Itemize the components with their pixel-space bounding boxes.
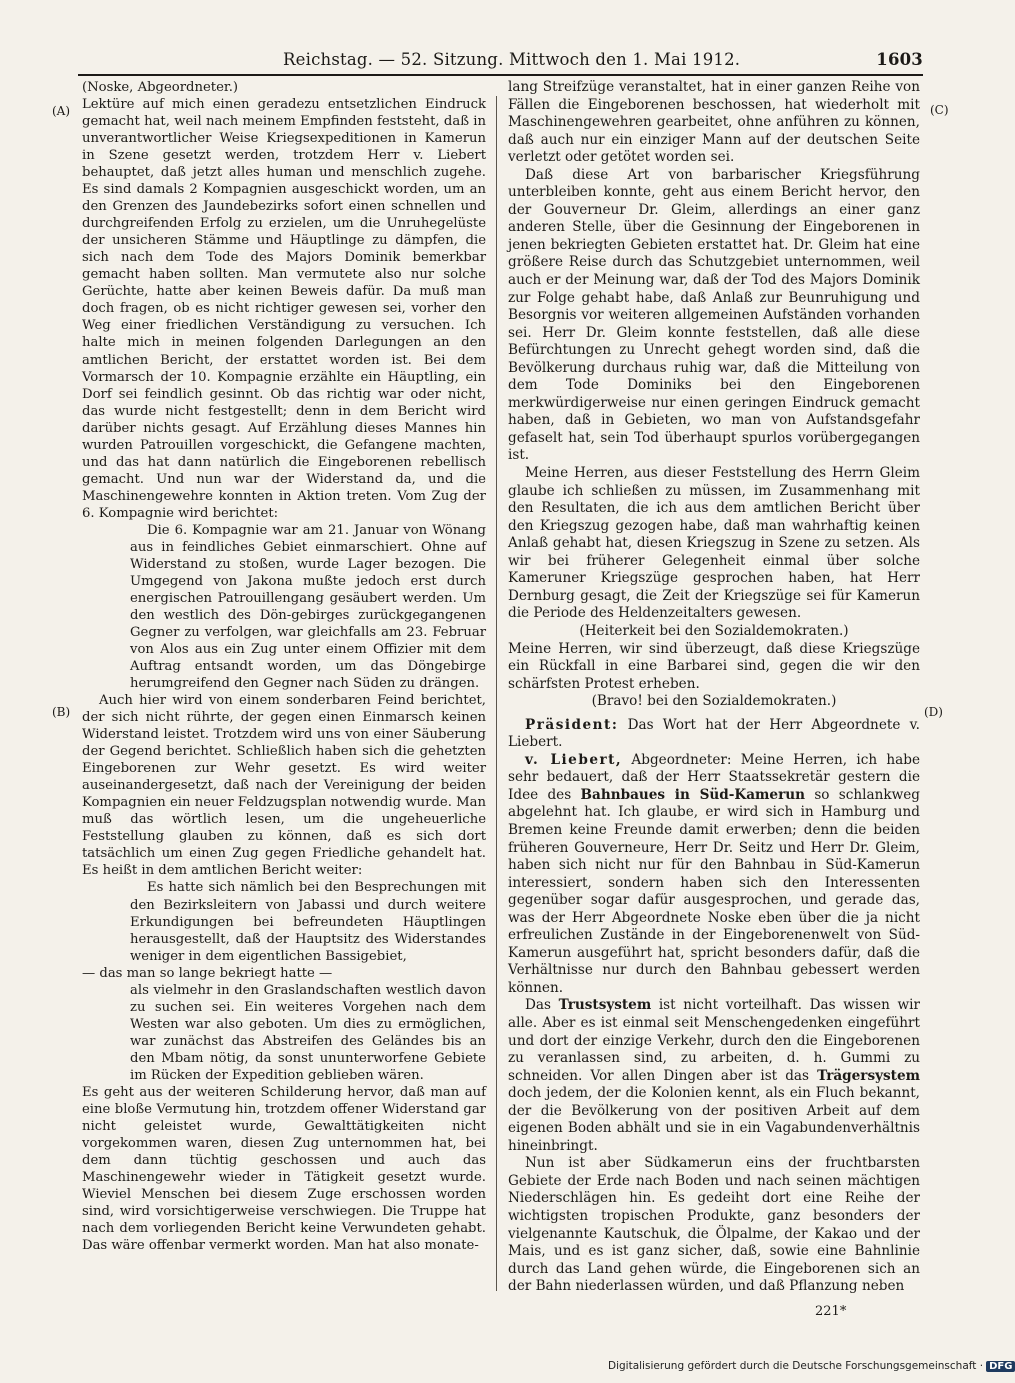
- column-divider: [496, 96, 497, 1291]
- page-header: [78, 50, 923, 76]
- paragraph: Lektüre auf mich einen geradezu entsetzlichen Eindruck gemacht hat, weil nach meinem Empfinden feststeht, daß in unverantwortlicher Weise Kriegsexpeditionen in Kamerun in Szene gesetzt werden, trotzdem Herr v. Liebert behauptet, daß jetzt alles human und menschlich zugehe. Es sind damals 2 Kompagnien ausgeschickt worden, um an den Grenzen des Jaundebezirks sofort einen schnellen und durchgreifenden Erfolg zu erzielen, um die Unruhegelüste der unsicheren Stämme und Häuptlinge zu dämpfen, die sich nach dem Tode des Majors Dominik bemerkbar gemacht haben sollten. Man vermutete also nur solche Gerüchte, hatte aber keinen Beweis dafür. Da muß man doch fragen, ob es nicht richtiger gewesen sei, vorher den Weg einer friedlichen Verständigung zu versuchen. Ich halte mich in meinen folgenden Darlegungen an den amtlichen Bericht, der erstattet worden ist. Bei dem Vormarsch der 10. Kompagnie erzählte ein Häuptling, ein Dorf sei feindlich gesinnt. Ob das richtig war oder nicht, das wurde nicht festgestellt; denn in dem Bericht wird darüber nichts gesagt. Auf Erzählung dieses Mannes hin wurden Patrouillen vorgeschickt, die Gefangene machten, und das hat dann natürlich die Eingeborenen rebellisch gemacht. Und nun war der Widerstand da, und die Maschinengewehre konnten in Aktion treten. Vom Zug der 6. Kompagnie wird berichtet:: [82, 97, 486, 521]
- president-paragraph: Präsident: Das Wort hat der Herr Abgeordnete v. Liebert.: [508, 716, 920, 751]
- margin-mark-d: (D): [924, 705, 943, 719]
- dfg-logo: DFG: [986, 1361, 1015, 1372]
- left-column: [82, 79, 486, 1254]
- paragraph: lang Streifzüge veranstaltet, hat in einer ganzen Reihe von Fällen die Eingeborenen beschossen, hat wiederholt mit Maschinengewehren gearbeitet, ohne anführen zu können, daß auch nur ein einziger Mann auf der deutschen Seite verletzt oder getötet worden sei.: [508, 79, 920, 166]
- interjection: (Heiterkeit bei den Sozialdemokraten.): [579, 622, 849, 639]
- emphasis: Trustsystem: [558, 997, 652, 1014]
- paragraph: Meine Herren, aus dieser Feststellung des Herrn Gleim glaube ich schließen zu müssen, im Zusammenhang mit den Resultaten, die ich aus dem amtlichen Bericht über den Kriegszug gezogen habe, daß man wahrhaftig keinen Anlaß gehabt hat, diesen Kriegszug in Szene zu setzen. Als wir bei früherer Gelegenheit einmal über solche Kameruner Kriegszüge gesprochen haben, hat Herr Dernburg gesagt, die Zeit der Kriegszüge sei für Kamerun die Periode des Heldenzeitalters gewesen.: [508, 465, 920, 622]
- right-column: [508, 79, 920, 1296]
- speaker-label: v. Liebert,: [525, 751, 623, 768]
- emphasis: Trägersystem: [817, 1067, 920, 1084]
- margin-mark-c: (C): [930, 103, 949, 117]
- paragraph: Auch hier wird von einem sonderbaren Feind berichtet, der sich nicht rührte, der gegen einen Einmarsch keinen Widerstand leistet. Trotzdem wird uns von einer Säuberung der Gegend berichtet. Schließlich haben sich die gehetzten Eingeborenen zur Wehr gesetzt. Es wird weiter auseinandergesetzt, daß nach der Vereinigung der beiden Kompagnien ein neuer Feldzugsplan notwendig wurde. Man muß das wörtlich lesen, um die ungeheuerliche Feststellung glauben zu können, daß es sich dort tatsächlich um einen Zug gegen Friedliche gehandelt hat. Es heißt in dem amtlichen Bericht weiter:: [82, 693, 486, 879]
- running-title: Reichstag. — 52. Sitzung. Mittwoch den 1. Mai 1912.: [283, 50, 741, 69]
- dfg-credit: Digitalisierung gefördert durch die Deutsche Forschungsgemeinschaft · DFG: [608, 1360, 1015, 1372]
- block-quote: Es hatte sich nämlich bei den Besprechungen mit den Bezirksleitern von Jabassi und durch weitere Erkundigungen bei befreundeten Häuptlingen herausgestellt, daß der Hauptsitz des Widerstandes weniger in dem eigentlichen Bassigebiet,: [130, 880, 486, 964]
- paragraph: Daß diese Art von barbarischer Kriegsführung unterbleiben konnte, geht aus einem Bericht hervor, den der Gouverneur Dr. Gleim, allerdings an einer ganz anderen Stelle, über die Gesinnung der Eingeborenen in jenen bekriegten Gebieten erstattet hat. Dr. Gleim hat eine größere Reise durch das Schutzgebiet unternommen, weil auch er der Meinung war, daß der Tod des Majors Dominik zur Folge gehabt habe, daß Anlaß zur Beunruhigung und Besorgnis vor weiteren allgemeinen Aufständen vorhanden sei. Herr Dr. Gleim konnte feststellen, daß alle diese Befürchtungen zu Unrecht gehegt worden sind, daß die Bevölkerung durchaus ruhig war, daß die Mitteilung von dem Tode Dominiks bei den Eingeborenen merkwürdigerweise nur einen geringen Eindruck gemacht haben, daß in Gebieten, wo man von Aufstandsgefahr gefaselt hat, sein Tod überhaupt spurlos vorübergegangen ist.: [508, 166, 920, 464]
- speaker-label: Präsident:: [525, 716, 619, 733]
- paragraph: Meine Herren, wir sind überzeugt, daß diese Kriegszüge ein Rückfall in eine Barbarei sind, gegen die wir den schärfsten Protest erheben.: [508, 640, 920, 692]
- paragraph: Nun ist aber Südkamerun eins der fruchtbarsten Gebiete der Erde nach Boden und nach seinen mächtigen Niederschlägen hin. Es gedeiht dort eine Reihe der wichtigsten tropischen Produkte, ganz besonders der vielgenannte Kautschuk, die Ölpalme, der Kakao und der Mais, und es ist ganz sicher, daß, sowie eine Bahnlinie durch das Land gehen würde, die Eingeborenen sich an der Bahn niederlassen würden, und daß Pflanzung neben: [508, 1155, 920, 1295]
- emphasis: Bahnbaues in Süd-Kamerun: [580, 786, 806, 803]
- speaker-note: (Noske, Abgeordneter.): [82, 80, 239, 95]
- liebert-paragraph: v. Liebert, Abgeordneter: Meine Herren, ich habe sehr bedauert, daß der Herr Staatssekretär gestern die Idee des Bahnbaues in Süd-Kamerun so schlankweg abgelehnt hat. Ich glaube, er wird sich in Hamburg und Bremen keine Freunde damit erwerben; denn die beiden früheren Gouverneure, Herr Dr. Seitz und Herr Dr. Gleim, haben sich nicht nur für den Bahnbau in Süd-Kamerun interessiert, sondern haben sich den Interessenten gegenüber sogar dafür ausgesprochen, und gerade das, was der Herr Abgeordnete Noske eben über die ja nicht erfreulichen Zustände in der Eingeborenenwelt von Süd-Kamerun ausgeführt hat, spricht besonders dafür, daß die Verhältnisse nur durch den Bahnbau gebessert werden können.: [508, 751, 920, 996]
- signature-mark: 221*: [815, 1304, 847, 1319]
- trust-paragraph: Das Trustsystem ist nicht vorteilhaft. Das wissen wir alle. Aber es ist einmal seit Menschengedenken eingeführt und dort der einzige Verkehr, durch den die Eingeborenen zu veranlassen sind, zu arbeiten, d. h. Gummi zu schneiden. Vor allen Dingen aber ist das Trägersystem doch jedem, der die Kolonien kennt, als ein Fluch bekannt, der die Bevölkerung von der positiven Arbeit auf dem eigenen Boden abhält und sie in ein Vagabundenverhältnis hineinbringt.: [508, 997, 920, 1154]
- interjection: (Bravo! bei den Sozialdemokraten.): [591, 693, 837, 710]
- block-quote: als vielmehr in den Graslandschaften westlich davon zu suchen sei. Ein weiteres Vorgehen nach dem Westen war also geboten. Um dies zu ermöglichen, war zunächst das Abstreifen des Geländes bis an den Mbam nötig, da sonst ununterworfene Gebiete im Rücken der Expedition geblieben wären.: [130, 982, 486, 1083]
- margin-mark-a: (A): [52, 104, 71, 118]
- paragraph: Es geht aus der weiteren Schilderung hervor, daß man auf eine bloße Vermutung hin, trotzdem offener Widerstand gar nicht geleistet wurde, Gewalttätigkeiten nicht vorgekommen waren, diesen Zug unternommen hat, bei dem dann tüchtig geschossen und auch das Maschinengewehr wieder in Tätigkeit gesetzt wurde. Wieviel Menschen bei diesem Zuge erschossen worden sind, wird vorsichtigerweise verschwiegen. Die Truppe hat nach dem vorliegenden Bericht keine Verwundeten gehabt. Das wäre offenbar vermerkt worden. Man hat also monate-: [82, 1084, 486, 1254]
- margin-mark-b: (B): [52, 705, 71, 719]
- page-number: 1603: [876, 50, 923, 69]
- header-rule: [78, 74, 923, 76]
- block-quote: Die 6. Kompagnie war am 21. Januar von Wönang aus in feindliches Gebiet einmarschiert. Ohne auf Widerstand zu stoßen, wurde Lager bezogen. Die Umgegend von Jakona mußte jedoch erst durch energischen Patrouillengang gesäubert werden. Um den westlich des Dön-gebirges zurückgegangenen Gegner zu verfolgen, war gleichfalls am 23. Februar von Alos aus ein Zug unter einem Offizier mit dem Auftrag entsandt worden, um das Döngebirge herumgreifend den Gegner nach Süden zu drängen.: [130, 522, 486, 692]
- quote-interjection: — das man so lange bekriegt hatte —: [82, 965, 333, 981]
